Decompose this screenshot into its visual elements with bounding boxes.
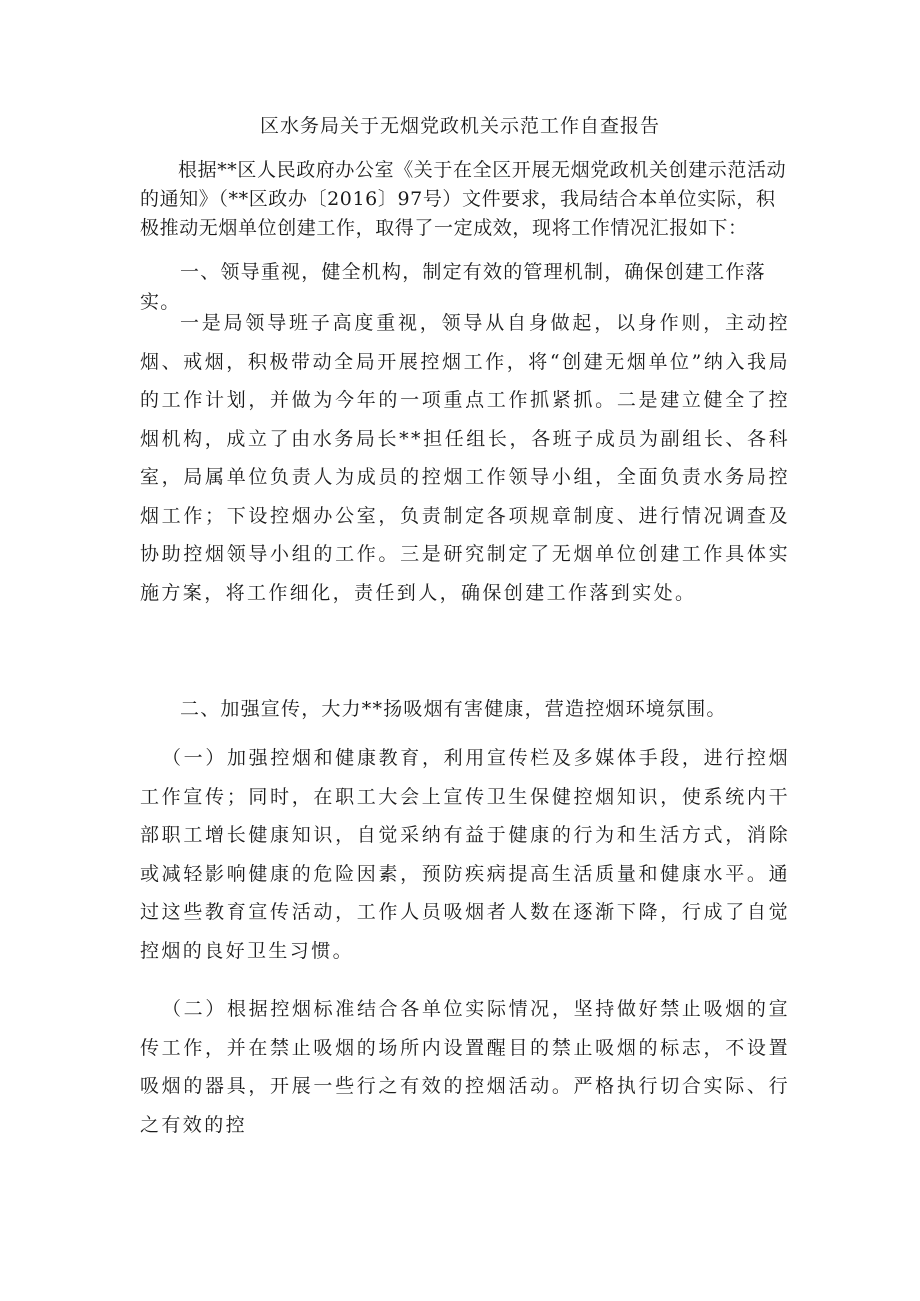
- document-title: 区水务局关于无烟党政机关示范工作自查报告: [259, 115, 660, 137]
- section-1-body: 一是局领导班子高度重视，领导从自身做起，以身作则，主动控烟、戒烟，积极带动全局开展控烟工作，将“创建无烟单位”纳入我局的工作计划，并做为今年的一项重点工作抓紧抓。二是建立健全了控烟机构，成立了由水务局长**担任组长，各班子成员为副组长、各科室，局属单位负责人为成员的控烟工作领导小组，全面负责水务局控烟工作；下设控烟办公室，负责制定各项规章制度、进行情况调查及协助控烟领导小组的工作。三是研究制定了无烟单位创建工作具体实施方案，将工作细化，责任到人，确保创建工作落到实处。: [140, 312, 790, 604]
- section-2-item-1: （一）加强控烟和健康教育，利用宣传栏及多媒体手段，进行控烟工作宣传；同时，在职工大会上宣传卫生保健控烟知识，使系统内干部职工增长健康知识，自觉采纳有益于健康的行为和生活方式，消除或减轻影响健康的危险因素，预防疾病提高生活质量和健康水平。通过这些教育宣传活动，工作人员吸烟者人数在逐渐下降，行成了自觉控烟的良好卫生习惯。: [140, 747, 790, 962]
- section-2-heading: 二、加强宣传，大力**扬吸烟有害健康，营造控烟环境氛围。: [180, 698, 727, 720]
- intro-paragraph: 根据**区人民政府办公室《关于在全区开展无烟党政机关创建示范活动的通知》（**区政办〔2016〕97号）文件要求，我局结合本单位实际，积极推动无烟单位创建工作，取得了一定成效，现将工作情况汇报如下：: [140, 159, 787, 239]
- section-1-heading: 一、领导重视，健全机构，制定有效的管理机制，确保创建工作落实。: [140, 261, 766, 313]
- section-2-item-2: （二）根据控烟标准结合各单位实际情况，坚持做好禁止吸烟的宣传工作，并在禁止吸烟的场所内设置醒目的禁止吸烟的标志，不设置吸烟的器具，开展一些行之有效的控烟活动。严格执行切合实际、行之有效的控: [140, 998, 790, 1136]
